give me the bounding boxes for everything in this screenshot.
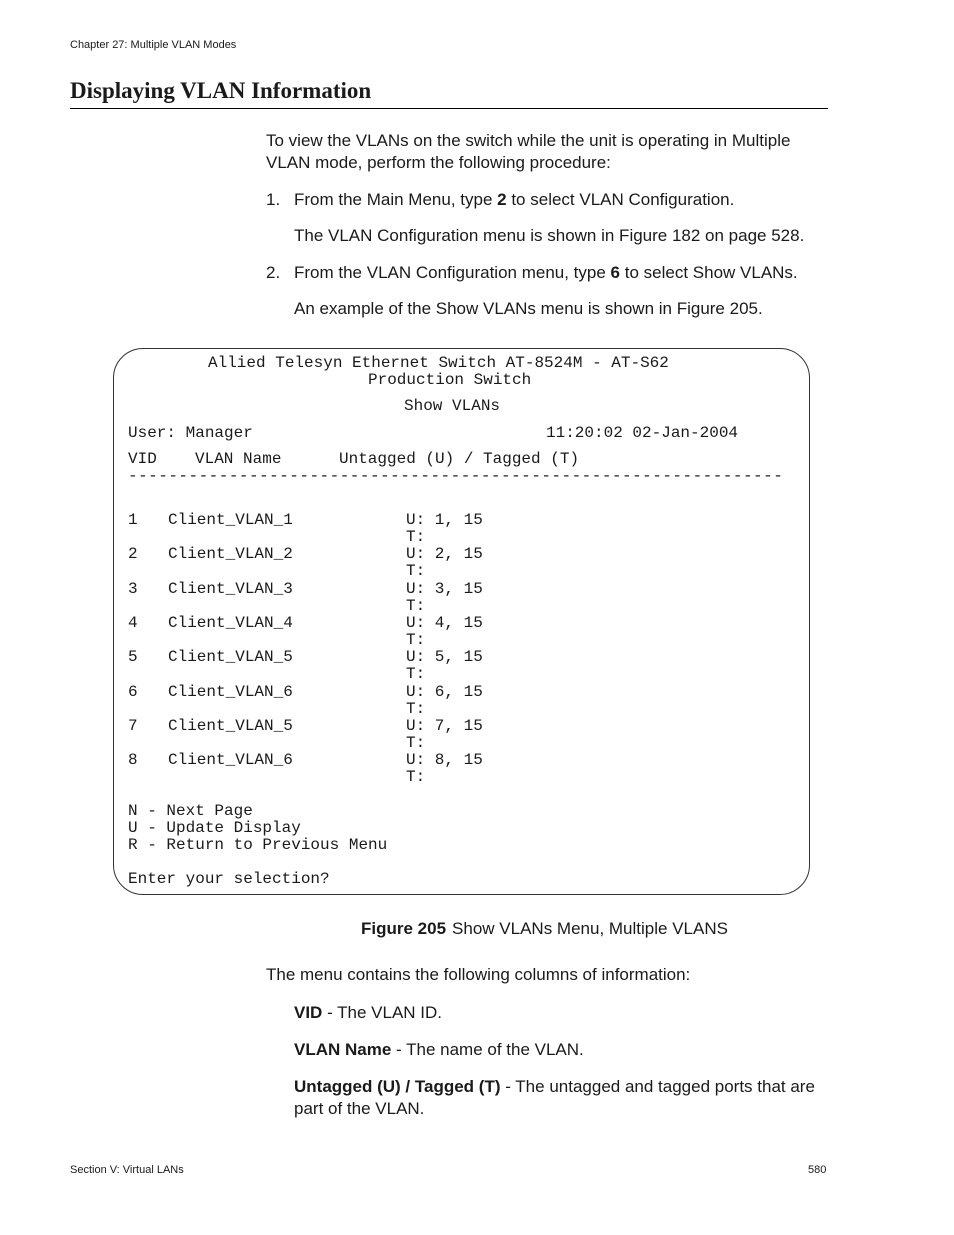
vlan-id: 2: [128, 545, 138, 563]
untagged-ports: U: 6, 15: [406, 683, 483, 701]
option-next-page: N - Next Page: [128, 802, 253, 820]
step-text: From the VLAN Configuration menu, type 6 to select Show VLANs.: [294, 263, 798, 282]
figure-label: Figure 205: [361, 919, 447, 938]
definition-term: VID: [294, 1003, 323, 1022]
terminal-datetime: 11:20:02 02-Jan-2004: [546, 424, 739, 442]
page-title: Displaying VLAN Information: [70, 78, 828, 109]
terminal-separator: -----------------------------------------------------------------: [128, 467, 784, 485]
step-2-note: An example of the Show VLANs menu is shown in Figure 205.: [294, 299, 763, 318]
option-return-menu: R - Return to Previous Menu: [128, 836, 388, 854]
intro-paragraph: To view the VLANs on the switch while the unit is operating in Multiple VLAN mode, perform the following procedure:: [266, 131, 791, 172]
untagged-ports: U: 4, 15: [406, 614, 483, 632]
vlan-id: 4: [128, 614, 138, 632]
vlan-id: 7: [128, 717, 138, 735]
step-text: From the Main Menu, type 2 to select VLAN Configuration.: [294, 190, 735, 209]
definition-vid: [294, 1002, 834, 1024]
vlan-name: Client_VLAN_5: [168, 648, 293, 666]
vlan-name: Client_VLAN_6: [168, 751, 293, 769]
terminal-prompt: Enter your selection?: [128, 870, 330, 888]
figure-caption: [361, 919, 728, 939]
step-1-note: The VLAN Configuration menu is shown in Figure 182 on page 528.: [294, 226, 805, 245]
untagged-ports: U: 7, 15: [406, 717, 483, 735]
tagged-ports: T:: [406, 700, 426, 718]
tagged-ports: T:: [406, 528, 426, 546]
definition-desc: - The VLAN ID.: [322, 1003, 443, 1022]
terminal-user: User: Manager: [128, 424, 253, 442]
option-update-display: U - Update Display: [128, 819, 301, 837]
definition-desc: - The untagged and tagged ports that are part of the VLAN.: [294, 1077, 815, 1118]
tagged-ports: T:: [406, 631, 426, 649]
definition-desc: - The name of the VLAN.: [391, 1040, 584, 1059]
vlan-id: 5: [128, 648, 138, 666]
column-header-ports: Untagged (U) / Tagged (T): [339, 450, 580, 468]
figure-caption-text: Show VLANs Menu, Multiple VLANS: [452, 919, 728, 938]
untagged-ports: U: 1, 15: [406, 511, 483, 529]
tagged-ports: T:: [406, 597, 426, 615]
vlan-name: Client_VLAN_2: [168, 545, 293, 563]
tagged-ports: T:: [406, 665, 426, 683]
untagged-ports: U: 5, 15: [406, 648, 483, 666]
chapter-header: Chapter 27: Multiple VLAN Modes: [70, 39, 237, 51]
vlan-id: 1: [128, 511, 138, 529]
vlan-name: Client_VLAN_6: [168, 683, 293, 701]
vlan-name: Client_VLAN_1: [168, 511, 293, 529]
tagged-ports: T:: [406, 734, 426, 752]
column-header-vid: VID: [128, 450, 157, 468]
definition-ports: [294, 1076, 834, 1120]
vlan-name: Client_VLAN_3: [168, 580, 293, 598]
definition-term: VLAN Name: [294, 1040, 392, 1059]
terminal-subtitle: Production Switch: [368, 371, 532, 389]
key-label: 2: [497, 190, 507, 209]
step-number: 1.: [266, 190, 281, 209]
columns-intro: The menu contains the following columns of information:: [266, 965, 691, 984]
untagged-ports: U: 3, 15: [406, 580, 483, 598]
untagged-ports: U: 2, 15: [406, 545, 483, 563]
definition-term: Untagged (U) / Tagged (T): [294, 1077, 501, 1096]
vlan-name: Client_VLAN_4: [168, 614, 293, 632]
column-header-vlan-name: VLAN Name: [195, 450, 282, 468]
definition-vlan-name: [294, 1039, 834, 1061]
vlan-name: Client_VLAN_5: [168, 717, 293, 735]
vlan-id: 8: [128, 751, 138, 769]
step-number: 2.: [266, 263, 281, 282]
page-number: 580: [808, 1164, 827, 1176]
vlan-id: 6: [128, 683, 138, 701]
vlan-id: 3: [128, 580, 138, 598]
key-label: 6: [610, 263, 621, 282]
untagged-ports: U: 8, 15: [406, 751, 483, 769]
tagged-ports: T:: [406, 562, 426, 580]
footer-section: Section V: Virtual LANs: [70, 1164, 184, 1176]
terminal-menu-title: Show VLANs: [404, 397, 501, 415]
tagged-ports: T:: [406, 768, 426, 786]
terminal-banner: Allied Telesyn Ethernet Switch AT-8524M - AT-S62: [208, 354, 669, 372]
